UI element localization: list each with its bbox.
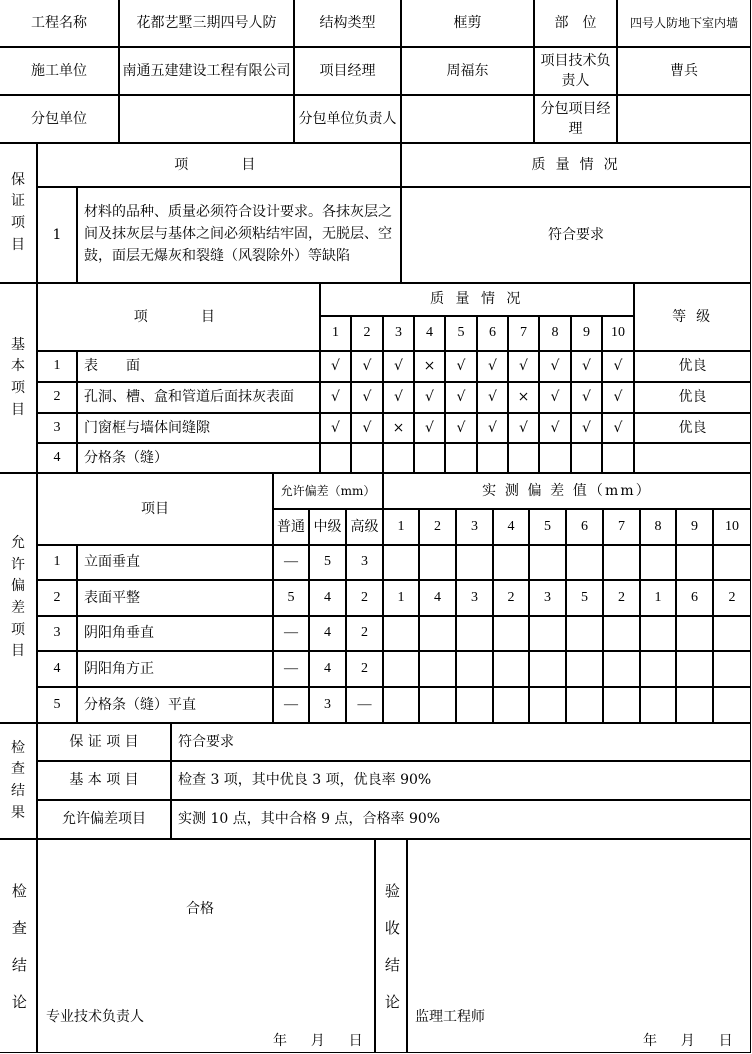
tolerance-row-allow: 3 — [346, 545, 383, 580]
basic-row-mark — [571, 443, 602, 473]
tolerance-row-value — [713, 545, 751, 580]
tolerance-row-value — [566, 545, 603, 580]
tolerance-row-value — [529, 687, 566, 723]
tolerance-col-header: 8 — [640, 509, 676, 545]
tolerance-row-name: 阴阳角方正 — [77, 651, 273, 687]
tolerance-col-header: 3 — [456, 509, 493, 545]
basic-col-header: 2 — [351, 316, 383, 351]
tolerance-row-allow: — — [273, 616, 309, 651]
tech-lead-label: 项目技术负责人 — [534, 47, 617, 95]
tolerance-row-value — [676, 545, 713, 580]
tolerance-row-value: 2 — [603, 580, 640, 616]
tolerance-row-name: 立面垂直 — [77, 545, 273, 580]
guarantee-item-header: 项 目 — [37, 143, 401, 187]
manager-label: 项目经理 — [294, 47, 401, 95]
basic-col-header: 5 — [445, 316, 477, 351]
tolerance-section-label: 允许偏差项目 — [0, 473, 37, 723]
basic-col-header: 8 — [539, 316, 571, 351]
results-row-label: 允许偏差项目 — [37, 800, 171, 839]
tolerance-row-value — [529, 545, 566, 580]
basic-row-mark: √ — [508, 413, 539, 443]
check-conclusion-label-cell — [0, 839, 37, 1053]
basic-row-mark: √ — [602, 382, 634, 413]
tolerance-item-header: 项目 — [37, 473, 273, 545]
basic-row-mark: √ — [320, 382, 351, 413]
structure-type-value: 框剪 — [401, 0, 534, 47]
results-section-label: 检查结果 — [0, 723, 37, 839]
tolerance-row-value — [676, 651, 713, 687]
basic-row-mark: √ — [571, 413, 602, 443]
tolerance-row-value — [603, 545, 640, 580]
basic-row-mark: √ — [539, 382, 571, 413]
tolerance-row-allow: 2 — [346, 616, 383, 651]
tolerance-allow-subheader: 高级 — [346, 509, 383, 545]
basic-row-name: 门窗框与墙体间缝隙 — [77, 413, 320, 443]
tolerance-row-num: 3 — [37, 616, 77, 651]
tech-lead-value: 曹兵 — [617, 47, 751, 95]
structure-type-label: 结构类型 — [294, 0, 401, 47]
tolerance-row-allow: — — [273, 545, 309, 580]
tolerance-row-value — [383, 687, 419, 723]
basic-row-mark: √ — [445, 413, 477, 443]
basic-row-mark — [351, 443, 383, 473]
guarantee-row-text: 材料的品种、质量必须符合设计要求。各抹灰层之间及抹灰层与基体之间必须粘结牢固，无脱层、空鼓，面层无爆灰和裂缝（风裂除外）等缺陷 — [77, 187, 401, 283]
tolerance-row-name: 阴阳角垂直 — [77, 616, 273, 651]
tolerance-row-value — [566, 616, 603, 651]
tolerance-row-value — [493, 616, 529, 651]
basic-row-grade: 优良 — [634, 382, 751, 413]
tolerance-row-value — [603, 651, 640, 687]
basic-row-mark: √ — [477, 413, 508, 443]
basic-row-mark: √ — [351, 351, 383, 382]
basic-row-mark: √ — [602, 351, 634, 382]
basic-row-mark: × — [508, 382, 539, 413]
sub-lead-label: 分包单位负责人 — [294, 95, 401, 143]
basic-row-mark: √ — [477, 382, 508, 413]
basic-col-header: 3 — [383, 316, 414, 351]
tolerance-row-value — [419, 616, 456, 651]
tolerance-row-num: 2 — [37, 580, 77, 616]
tolerance-col-header: 5 — [529, 509, 566, 545]
basic-row-mark: × — [383, 413, 414, 443]
tolerance-row-allow: 5 — [273, 580, 309, 616]
tolerance-col-header: 7 — [603, 509, 640, 545]
basic-col-header: 10 — [602, 316, 634, 351]
tolerance-row-num: 5 — [37, 687, 77, 723]
sub-manager-value — [617, 95, 751, 143]
tolerance-row-allow: — — [346, 687, 383, 723]
results-row-label: 保 证 项 目 — [37, 723, 171, 761]
basic-row-mark — [445, 443, 477, 473]
guarantee-quality-header: 质 量 情 况 — [401, 143, 751, 187]
guarantee-row-quality: 符合要求 — [401, 187, 751, 283]
check-date: 年 月 日 — [273, 1033, 368, 1049]
tolerance-row-value — [640, 687, 676, 723]
basic-item-header: 项 目 — [37, 283, 320, 351]
tolerance-measured-header: 实 测 偏 差 值（mm） — [383, 473, 751, 509]
accept-conclusion-label: 验收结论 — [382, 883, 401, 1031]
basic-col-header: 9 — [571, 316, 602, 351]
basic-row-name: 分格条（缝） — [77, 443, 320, 473]
tolerance-row-value — [713, 687, 751, 723]
tolerance-row-allow: 2 — [346, 580, 383, 616]
basic-row-mark — [539, 443, 571, 473]
tolerance-row-allow: — — [273, 687, 309, 723]
basic-row-mark: √ — [571, 382, 602, 413]
tolerance-row-num: 1 — [37, 545, 77, 580]
tolerance-row-allow: 4 — [309, 580, 346, 616]
tolerance-row-value: 4 — [419, 580, 456, 616]
basic-row-grade — [634, 443, 751, 473]
basic-row-mark: √ — [445, 382, 477, 413]
tolerance-row-value — [529, 616, 566, 651]
basic-row-mark: √ — [445, 351, 477, 382]
tolerance-row-value — [493, 545, 529, 580]
sub-contractor-label: 分包单位 — [0, 95, 119, 143]
tolerance-col-header: 9 — [676, 509, 713, 545]
tolerance-row-value: 1 — [383, 580, 419, 616]
accept-conclusion-label-cell — [375, 839, 407, 1053]
sub-lead-value — [401, 95, 534, 143]
tolerance-row-value — [456, 545, 493, 580]
basic-row-mark: √ — [414, 382, 445, 413]
basic-row-num: 1 — [37, 351, 77, 382]
check-conclusion-value: 合格 — [186, 901, 214, 917]
tolerance-col-header: 6 — [566, 509, 603, 545]
basic-row-mark: × — [414, 351, 445, 382]
tolerance-col-header: 4 — [493, 509, 529, 545]
basic-row-mark: √ — [320, 413, 351, 443]
tolerance-row-allow: — — [273, 651, 309, 687]
tolerance-row-name: 分格条（缝）平直 — [77, 687, 273, 723]
tolerance-row-value — [456, 651, 493, 687]
tolerance-row-value — [383, 545, 419, 580]
basic-row-mark — [477, 443, 508, 473]
tolerance-row-value — [383, 616, 419, 651]
basic-col-header: 7 — [508, 316, 539, 351]
basic-row-name: 表 面 — [77, 351, 320, 382]
tolerance-row-value — [603, 687, 640, 723]
basic-col-header: 1 — [320, 316, 351, 351]
tolerance-row-value — [419, 687, 456, 723]
tolerance-col-header: 1 — [383, 509, 419, 545]
tolerance-row-value — [493, 687, 529, 723]
basic-row-num: 3 — [37, 413, 77, 443]
project-name-label: 工程名称 — [0, 0, 119, 47]
basic-col-header: 4 — [414, 316, 445, 351]
tolerance-col-header: 2 — [419, 509, 456, 545]
tolerance-row-value — [603, 616, 640, 651]
basic-row-mark: √ — [508, 351, 539, 382]
basic-row-mark: √ — [571, 351, 602, 382]
basic-row-mark: √ — [351, 382, 383, 413]
basic-row-grade: 优良 — [634, 413, 751, 443]
tolerance-row-value: 2 — [493, 580, 529, 616]
tolerance-row-value — [419, 545, 456, 580]
basic-row-mark: √ — [383, 351, 414, 382]
tolerance-row-value — [640, 651, 676, 687]
tolerance-row-value — [456, 687, 493, 723]
tolerance-row-value — [529, 651, 566, 687]
results-row-value: 检查 3 项，其中优良 3 项，优良率 90% — [171, 761, 751, 800]
contractor-value: 南通五建建设工程有限公司 — [119, 47, 294, 95]
basic-row-mark: √ — [602, 413, 634, 443]
basic-row-mark — [508, 443, 539, 473]
tolerance-row-value — [640, 545, 676, 580]
sub-manager-label: 分包项目经 理 — [534, 95, 617, 143]
project-name-value: 花都艺墅三期四号人防 — [119, 0, 294, 47]
supervisor-label: 监理工程师 — [415, 1009, 485, 1025]
tolerance-row-value: 5 — [566, 580, 603, 616]
tolerance-row-name: 表面平整 — [77, 580, 273, 616]
manager-value: 周福东 — [401, 47, 534, 95]
basic-row-mark: √ — [539, 351, 571, 382]
basic-row-mark — [320, 443, 351, 473]
tolerance-row-value — [566, 651, 603, 687]
basic-row-mark — [383, 443, 414, 473]
tolerance-row-allow: 4 — [309, 651, 346, 687]
basic-col-header: 6 — [477, 316, 508, 351]
tolerance-row-value — [419, 651, 456, 687]
tolerance-row-allow: 3 — [309, 687, 346, 723]
tolerance-row-value — [456, 616, 493, 651]
contractor-label: 施工单位 — [0, 47, 119, 95]
tolerance-row-value: 3 — [456, 580, 493, 616]
basic-row-mark: √ — [351, 413, 383, 443]
tolerance-row-value — [383, 651, 419, 687]
tolerance-allow-subheader: 中级 — [309, 509, 346, 545]
guarantee-row-num: 1 — [37, 187, 77, 283]
accept-date: 年 月 日 — [643, 1033, 738, 1049]
basic-row-mark: √ — [414, 413, 445, 443]
basic-grade-header: 等 级 — [634, 283, 751, 351]
results-row-label: 基 本 项 目 — [37, 761, 171, 800]
tolerance-row-value — [713, 616, 751, 651]
check-conclusion-label: 检查结论 — [9, 883, 28, 1031]
part-value: 四号人防地下室内墙 — [617, 0, 751, 47]
tech-signer-label: 专业技术负责人 — [46, 1009, 144, 1025]
basic-row-mark — [414, 443, 445, 473]
tolerance-row-value: 2 — [713, 580, 751, 616]
tolerance-row-allow: 4 — [309, 616, 346, 651]
tolerance-col-header: 10 — [713, 509, 751, 545]
tolerance-row-num: 4 — [37, 651, 77, 687]
tolerance-row-value: 3 — [529, 580, 566, 616]
tolerance-row-value — [640, 616, 676, 651]
basic-row-name: 孔洞、槽、盒和管道后面抹灰表面 — [77, 382, 320, 413]
basic-row-mark: √ — [477, 351, 508, 382]
guarantee-section-label: 保证项目 — [0, 143, 37, 283]
tolerance-row-value — [713, 651, 751, 687]
tolerance-row-allow: 5 — [309, 545, 346, 580]
tolerance-allow-subheader: 普通 — [273, 509, 309, 545]
tolerance-row-value: 6 — [676, 580, 713, 616]
tolerance-row-value — [676, 616, 713, 651]
basic-row-num: 4 — [37, 443, 77, 473]
tolerance-row-value: 1 — [640, 580, 676, 616]
part-label: 部 位 — [534, 0, 617, 47]
sub-contractor-value — [119, 95, 294, 143]
basic-row-mark — [602, 443, 634, 473]
tolerance-allow-header: 允许偏差（mm） — [273, 473, 383, 509]
basic-quality-header: 质 量 情 况 — [320, 283, 634, 316]
tolerance-row-value — [566, 687, 603, 723]
basic-row-grade: 优良 — [634, 351, 751, 382]
tolerance-row-allow: 2 — [346, 651, 383, 687]
tolerance-row-value — [493, 651, 529, 687]
tolerance-row-value — [676, 687, 713, 723]
basic-row-mark: √ — [539, 413, 571, 443]
basic-row-mark: √ — [383, 382, 414, 413]
basic-row-mark: √ — [320, 351, 351, 382]
results-row-value: 实测 10 点，其中合格 9 点，合格率 90% — [171, 800, 751, 839]
basic-section-label: 基本项目 — [0, 283, 37, 473]
basic-row-num: 2 — [37, 382, 77, 413]
results-row-value: 符合要求 — [171, 723, 751, 761]
